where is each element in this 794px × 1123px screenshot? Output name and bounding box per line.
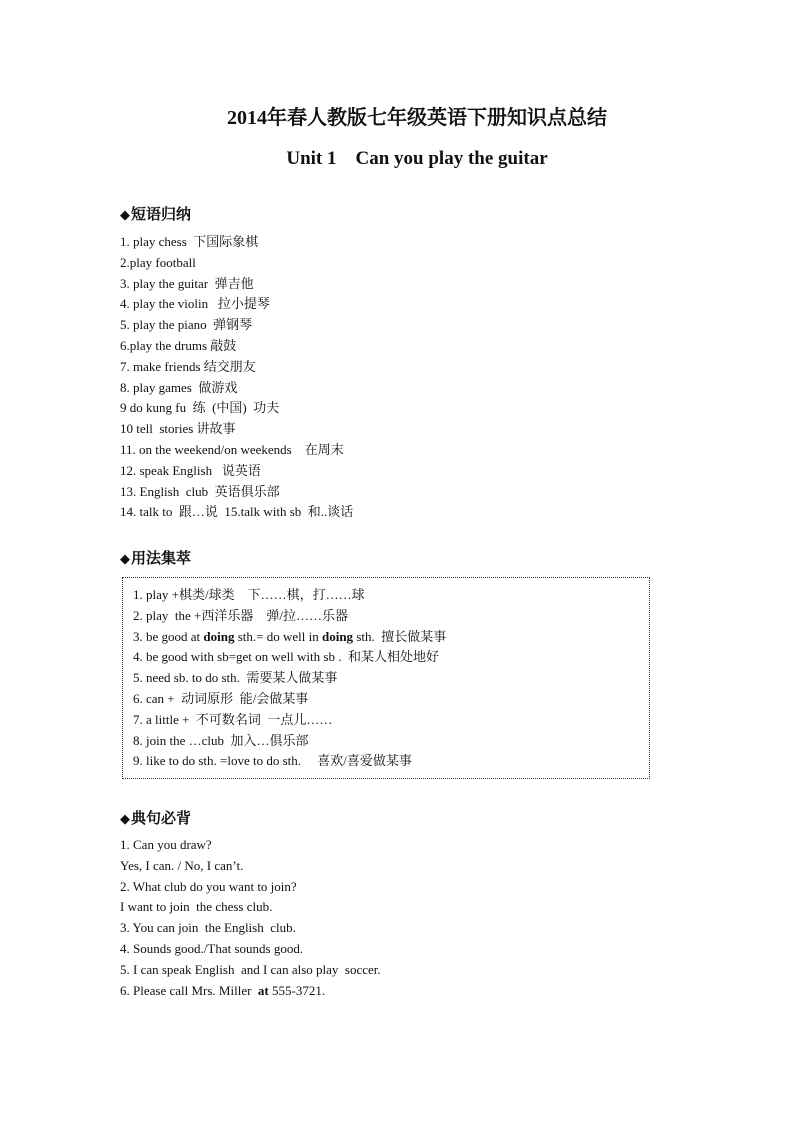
list-item: 11. on the weekend/on weekends 在周末 [120,441,344,457]
list-item [120,939,381,960]
list-item: 8. play games 做游戏 [120,379,238,395]
list-item: 7. make friends 结交朋友 [120,358,256,374]
list-item [133,668,446,689]
list-item: 1. play chess 下国际象棋 [120,234,259,249]
section-heading-phrases [120,205,191,225]
diamond-bullet-icon: ◆ [120,551,130,566]
text: 6. can + 动词原形 能/会做某事 [133,690,309,706]
text: 2. play the +西洋乐器 弹/拉……乐器 [133,607,348,623]
bold-text: at [257,982,269,998]
list-item [120,960,381,981]
list-item [120,856,381,877]
usage-box [122,577,650,779]
list-item [120,897,381,918]
list-item: 4. play the violin 拉小提琴 [120,296,270,312]
text: 8. join the …club 加入…俱乐部 [133,732,309,748]
text: sth. 擅长做某事 [353,628,447,644]
diamond-bullet-icon: ◆ [120,811,130,826]
list-item: 10 tell stories 讲故事 [120,421,236,437]
bold-text: doing [321,628,354,644]
section-heading-label: 用法集萃 [131,551,192,567]
list-item [120,877,381,898]
bold-text: doing [203,628,235,644]
list-item: 5. play the piano 弹钢琴 [120,317,253,333]
list-item [133,751,446,772]
list-item [120,918,381,939]
list-item [120,835,381,856]
section-heading-sentences [120,809,191,829]
text: I want to join the chess club. [120,899,273,915]
document-title: 2014年春人教版七年级英语下册知识点总结 [227,107,607,129]
phrase-list [120,232,353,523]
list-item [133,647,446,668]
text: 4. Sounds good./That sounds good. [120,940,304,956]
list-item: 14. talk to 跟…说 15.talk with sb 和..谈话 [120,504,354,520]
text: 3. You can join the English club. [120,920,296,936]
list-item [133,731,446,752]
text: 2. What club do you want to join? [120,878,297,894]
section-heading-label: 短语归纳 [131,207,192,223]
text: Yes, I can. / No, I can’t. [120,857,244,873]
list-item [133,710,446,731]
text: 7. a little + 不可数名词 一点儿…… [133,711,333,727]
text: 5. need sb. to do sth. 需要某人做某事 [133,670,338,686]
list-item [133,585,446,606]
text: 6. Please call Mrs. Miller [120,982,258,998]
list-item [120,981,381,1002]
list-item [133,606,446,627]
list-item: 9 do kung fu 练 (中国) 功夫 [120,400,280,416]
text: 5. I can speak English and I can also play soccer. [120,961,381,977]
section-heading-usage [120,549,191,569]
text: 4. be good with sb=get on well with sb . 和某人相处地好 [133,649,439,665]
list-item [133,627,446,648]
text: 9. like to do sth. =love to do sth. 喜欢/喜爱做某事 [133,753,412,769]
text: 1. play +棋类/球类 下……棋，打……球 [133,587,365,602]
section-heading-label: 典句必背 [131,811,192,827]
list-item [133,689,446,710]
list-item: 12. speak English 说英语 [120,462,261,478]
unit-title: Unit 1 Can you play the guitar [286,148,548,169]
diamond-bullet-icon: ◆ [120,207,130,222]
list-item: 3. play the guitar 弹吉他 [120,275,254,291]
text: 3. be good at [133,628,204,644]
sentence-list [120,835,381,1001]
list-item: 6.play the drums 敲鼓 [120,337,237,353]
list-item: 2.play football [120,254,196,270]
list-item: 13. English club 英语俱乐部 [120,483,280,499]
usage-list [133,585,446,772]
text: 1. Can you draw? [120,837,212,852]
text: sth.= do well in [234,628,322,644]
text: 555-3721. [268,982,326,998]
